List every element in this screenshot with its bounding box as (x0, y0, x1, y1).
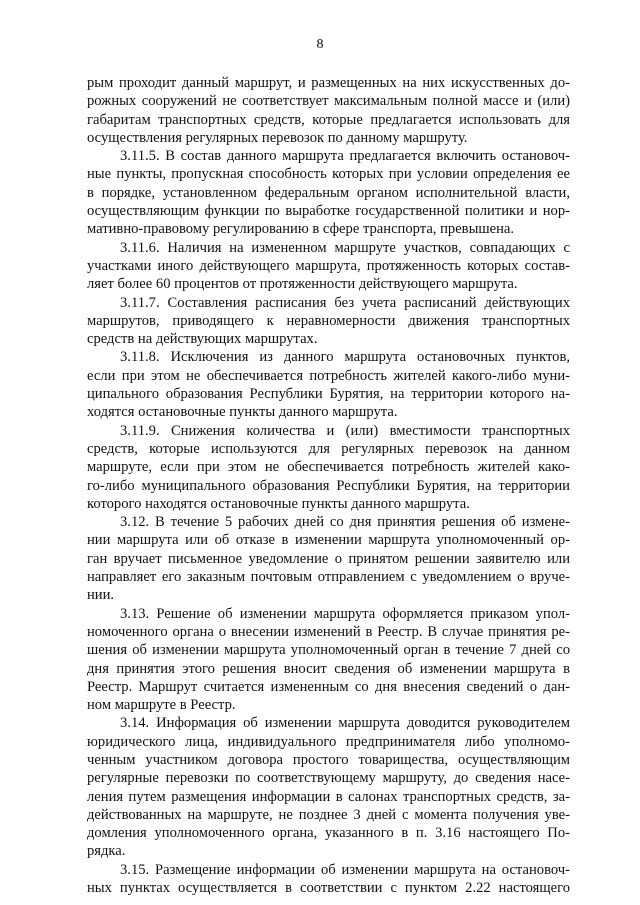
paragraph (87, 513, 570, 604)
paragraph (87, 147, 570, 238)
text-line: осуществления регулярных перевозок по данному маршруту. (87, 129, 468, 146)
text-line: рядка. (87, 843, 126, 860)
paragraph (87, 605, 570, 715)
text-line: го-либо муниципального образования Республики Бурятия, на территории (87, 477, 570, 494)
text-line: 3.14. Информация об изменении маршрута доводится руководителем (120, 715, 570, 732)
text-line: 3.13. Решение об изменении маршрута оформляется приказом упол- (120, 605, 570, 622)
text-line: ном маршруте в Реестр. (87, 697, 236, 714)
text-line: маршруте, если при этом не обеспечивается потребность жителей како- (87, 459, 570, 476)
text-line: 3.11.7. Составления расписания без учета расписаний действующих (120, 294, 570, 311)
text-line: шения об изменении маршрута уполномоченный орган в течение 7 дней со (87, 642, 570, 659)
text-line: маршрутов, приводящего к неравномерности движения транспортных (87, 312, 570, 329)
text-line: мативно-правовому регулированию в сфере транспорта, превышена. (87, 221, 515, 238)
text-line: домления уполномоченного органа, указанного в п. 3.16 настоящего По- (87, 825, 570, 842)
text-line: средств на действующих маршрутах. (87, 331, 318, 348)
paragraph (87, 74, 570, 147)
text-line: ципального образования Республики Бурятия, на территории которого на- (87, 386, 570, 403)
paragraph (87, 861, 570, 898)
text-line: 3.15. Размещение информации об изменении маршрута на остановоч- (120, 861, 570, 878)
text-line: габаритам транспортных средств, которые предлагается использовать для (87, 111, 570, 128)
text-line: средств, которые используются для регулярных перевозок на данном (87, 440, 570, 457)
paragraph (87, 239, 570, 294)
text-line: ляет более 60 процентов от протяженности действующего маршрута. (87, 276, 518, 293)
text-line: нии маршрута или об отказе в изменении маршрута уполномоченный ор- (87, 532, 570, 549)
text-line: ган вручает письменное уведомление о принятом решении заявителю или (87, 550, 570, 567)
paragraph (87, 294, 570, 349)
text-line: в порядке, установленном федеральным органом исполнительной власти, (87, 184, 570, 201)
text-line: ные пункты, пропускная способность которых при условии определения ее (87, 166, 570, 183)
text-line: рожных сооружений не соответствует максимальным полной массе и (или) (87, 93, 570, 110)
paragraph (87, 422, 570, 513)
text-line: нии. (87, 587, 115, 604)
text-line: дня принятия этого решения вносит сведения об изменении маршрута в (87, 660, 570, 677)
text-line: 3.12. В течение 5 рабочих дней со дня принятия решения об измене- (120, 514, 570, 531)
text-line: если при этом не обеспечивается потребность жителей какого-либо муни- (87, 367, 570, 384)
text-line: участками иного действующего маршрута, протяженность которых состав- (87, 257, 570, 274)
text-line: регулярные перевозки по соответствующему маршруту, до сведения насе- (87, 770, 570, 787)
text-line: ления путем размещения информации в салонах транспортных средств, за- (87, 788, 570, 805)
paragraph (87, 348, 570, 421)
text-line: Реестр. Маршрут считается измененным со дня внесения сведений о дан- (87, 678, 570, 695)
text-line: 3.11.9. Снижения количества и (или) вместимости транспортных (120, 422, 570, 439)
text-line: юридического лица, индивидуального предпринимателя либо уполномо- (87, 733, 570, 750)
text-line: 3.11.8. Исключения из данного маршрута остановочных пунктов, (120, 349, 570, 366)
paragraph (87, 714, 570, 860)
text-line: ных пунктах осуществляется в соответствии с пунктом 2.22 настоящего (87, 880, 570, 897)
text-line: рым проходит данный маршрут, и размещенных на них искусственных до- (87, 75, 570, 91)
text-line: 3.11.6. Наличия на измененном маршруте участков, совпадающих с (120, 239, 570, 256)
text-line: 3.11.5. В состав данного маршрута предлагается включить остановоч- (120, 148, 570, 165)
text-line: действованных на маршруте, не позднее 3 дней с момента получения уве- (87, 806, 570, 823)
text-line: осуществляющим функции по выработке государственной политики и нор- (87, 203, 570, 220)
text-line: ченным участником договора простого товарищества, осуществляющим (87, 751, 570, 768)
text-line: ходятся остановочные пункты данного маршрута. (87, 404, 398, 421)
document-body (87, 74, 570, 897)
page-number: 8 (316, 37, 324, 52)
text-line: которого находятся остановочные пункты данного маршрута. (87, 495, 470, 512)
text-line: номоченного органа о внесении изменений в Реестр. В случае принятия ре- (87, 623, 570, 640)
text-line: направляет его заказным почтовым отправлением с уведомлением о вруче- (87, 569, 570, 586)
